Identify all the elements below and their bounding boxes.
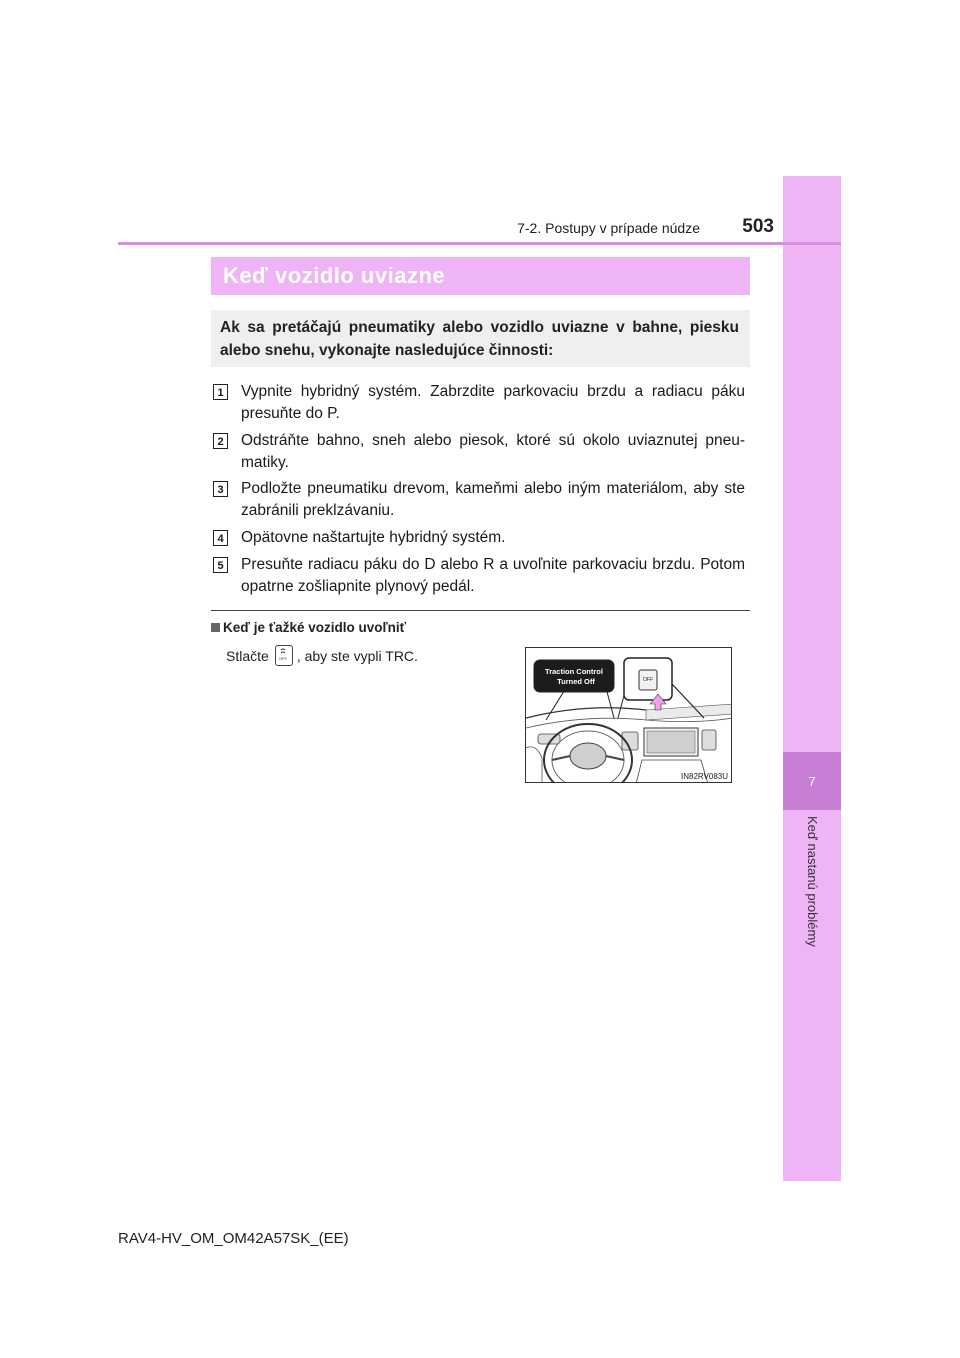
step-number: 5 bbox=[213, 557, 228, 573]
step-number: 2 bbox=[213, 433, 228, 449]
header-rule bbox=[118, 242, 841, 245]
dashboard-illustration bbox=[525, 647, 732, 783]
step-number: 1 bbox=[213, 384, 228, 400]
tip-heading bbox=[211, 620, 406, 635]
step-number: 4 bbox=[213, 530, 228, 546]
step-text: Podložte pneumatiku drevom, kameňmi alebo iným materiálom, aby ste zabránili preklzávaniu. bbox=[241, 480, 745, 519]
step-text: Vypnite hybridný systém. Zabrzdite parkovaciu brzdu a radiacu páku presuňte do P. bbox=[241, 383, 745, 422]
tip-text-after: , aby ste vypli TRC. bbox=[296, 648, 418, 664]
page-title: Keď vozidlo uviazne bbox=[223, 263, 446, 288]
page-title-bar bbox=[211, 257, 750, 295]
square-bullet-icon bbox=[211, 623, 220, 632]
trc-off-button-icon bbox=[275, 645, 293, 666]
intro-box bbox=[211, 310, 750, 367]
step-text: Odstráňte bahno, sneh alebo piesok, ktoré sú okolo uviaznutej pneu-matiky. bbox=[241, 432, 745, 471]
svg-text:OFF: OFF bbox=[278, 656, 287, 661]
dashboard-drawing bbox=[526, 648, 732, 783]
intro-text: Ak sa pretáčajú pneumatiky alebo vozidlo uviazne v bahne, piesku alebo snehu, vykonajte nasledujúce činnosti: bbox=[220, 319, 739, 359]
step-text: Opätovne naštartujte hybridný systém. bbox=[241, 529, 506, 546]
display-message-line2: Turned Off bbox=[557, 677, 595, 686]
footer-code: RAV4-HV_OM_OM42A57SK_(EE) bbox=[118, 1230, 349, 1247]
display-message-line1: Traction Control bbox=[545, 667, 603, 676]
step-text: Presuňte radiacu páku do D alebo R a uvoľnite parkovaciu brzdu. Potom opatrne zošliapnite plynový pedál. bbox=[241, 556, 745, 595]
chapter-number: 7 bbox=[808, 773, 816, 789]
step-number: 3 bbox=[213, 481, 228, 497]
chapter-title-label bbox=[783, 810, 841, 1010]
chapter-title: Keď nastanú problémy bbox=[805, 816, 820, 947]
tip-heading-text: Keď je ťažké vozidlo uvoľniť bbox=[223, 620, 407, 635]
section-divider bbox=[211, 610, 750, 611]
illustration-code: IN82RV083U bbox=[681, 772, 728, 781]
chapter-tab-upper bbox=[783, 176, 841, 752]
tip-text-before: Stlačte bbox=[226, 648, 269, 664]
svg-text:OFF: OFF bbox=[643, 677, 653, 683]
tip-text bbox=[226, 645, 418, 666]
section-title: 7-2. Postupy v prípade núdze bbox=[517, 220, 700, 236]
chapter-number-tab bbox=[783, 752, 841, 810]
page-number: 503 bbox=[742, 216, 774, 237]
